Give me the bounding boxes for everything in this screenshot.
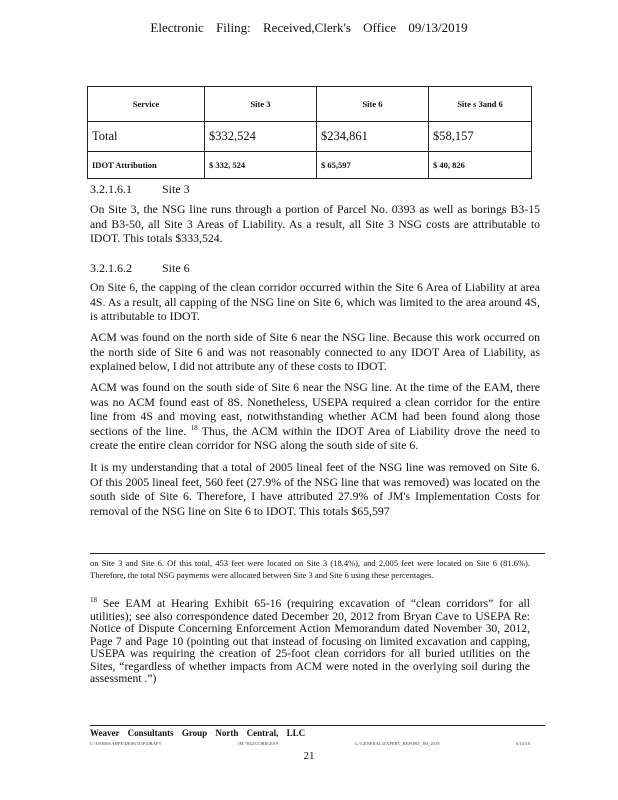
section-heading-site-6 bbox=[90, 261, 190, 276]
paragraph-text: ACM was found on the south side of Site 6 near the NSG line. At the time of the EAM, there was no ACM found east of 8S. Nonetheless, USEPA required a clean corridor for the entire line from 4S and moving east, notwithstanding whether ACM had been found along those sections of the line. bbox=[90, 380, 540, 438]
footer-mid-code: JM 7842\CORR\2019 bbox=[237, 741, 279, 746]
paragraph-site-6-capping: On Site 6, the capping of the clean corridor occurred within the Site 6 Area of Liability at area 4S. As a result, all capping of the NSG line on Site 6, which was limited to the area around 4S, is attributable to IDOT. bbox=[90, 280, 540, 323]
paragraph-lineal-feet: It is my understanding that a total of 2005 lineal feet of the NSG line was removed on Site 6. Of this 2005 lineal feet, 560 feet (27.9% of the NSG line that was removed) was located on the south side of Site 6. Therefore, I have attributed 27.9% of JM's Implementation Costs for removal of the NSG line on Site 6 to IDOT. This totals $65,597 bbox=[90, 460, 540, 518]
section-number: 3.2.1.6.1 bbox=[90, 182, 132, 196]
paragraph-text: Thus, the ACM within the IDOT Area of Liability drove the need to create the entire clean corridor for NSG along the south side of site 6. bbox=[90, 423, 540, 452]
table-cell: $ 332, 524 bbox=[205, 152, 317, 179]
footnote-reference: 18 bbox=[190, 423, 198, 432]
table-cell: $ 40, 826 bbox=[429, 152, 532, 179]
footer-right-code: G:\GENERAL\EXPERT_REPORT_JM_2019 bbox=[354, 741, 440, 746]
table-cell: Total bbox=[88, 122, 205, 152]
paragraph-south-side bbox=[90, 380, 540, 453]
cost-table bbox=[87, 86, 532, 179]
table-cell: $332,524 bbox=[205, 122, 317, 152]
footnote-text: See EAM at Hearing Exhibit 65-16 (requiring excavation of “clean corridors” for all utilities); see also correspondence dated December 20, 2012 from Bryan Cave to USEPA Re: Notice of Dispute Concerning Enforcement Action Memorandum dated November 30, 2012, Page 7 and Page 10 (pointing out that instead of focusing on limited excavation and capping, USEPA was requiring the creation of 25-foot clean corridors for all buried utilities on the Sites, “regardless of whether impacts from ACM were noted in the overlying soil during the assessment .”) bbox=[90, 597, 530, 685]
table-row bbox=[88, 152, 532, 179]
table-cell: IDOT Attribution bbox=[88, 152, 205, 179]
footnote-number: 18 bbox=[90, 596, 97, 605]
footer-date: 6/14/18 bbox=[515, 741, 530, 746]
table-header-cell: Site 6 bbox=[317, 87, 429, 122]
paragraph-site-3: On Site 3, the NSG line runs through a portion of Parcel No. 0393 as well as borings B3-15 and B3-50, all Site 3 Areas of Liability. As a result, all Site 3 NSG costs are attributable to IDOT. This totals $333,524. bbox=[90, 202, 540, 245]
footer-left-code: C:\USERS\AHPE\DESKTOP\DRAFT bbox=[90, 741, 162, 746]
section-title: Site 3 bbox=[162, 182, 190, 196]
page-number: 21 bbox=[303, 750, 315, 762]
footer-codes bbox=[90, 741, 530, 746]
table-cell: $ 65,597 bbox=[317, 152, 429, 179]
footnote-continued: on Site 3 and Site 6. Of this total, 453 feet were located on Site 3 (18.4%), and 2,005 feet were located on Site 6 (81.6%). Therefore, the total NSG payments were allocated between Site 3 and Site 6 using these percentages. bbox=[90, 558, 530, 580]
footnote-18 bbox=[90, 598, 530, 686]
table-cell: $234,861 bbox=[317, 122, 429, 152]
section-title: Site 6 bbox=[162, 261, 190, 275]
table-header-cell: Service bbox=[88, 87, 205, 122]
section-heading-site-3 bbox=[90, 182, 190, 197]
footer-firm: Weaver Consultants Group North Central, LLC bbox=[90, 728, 306, 738]
paragraph-north-side: ACM was found on the north side of Site 6 near the NSG line. Because this work occurred on the north side of Site 6 and was not reasonably connected to any IDOT Area of Liability, as explained below, I did not attribute any of these costs to IDOT. bbox=[90, 330, 540, 373]
table-cell: $58,157 bbox=[429, 122, 532, 152]
table-header-cell: Site s 3and 6 bbox=[429, 87, 532, 122]
section-number: 3.2.1.6.2 bbox=[90, 261, 132, 275]
footer-divider bbox=[90, 725, 545, 726]
filing-header: Electronic Filing: Received,Clerk's Office 09/13/2019 bbox=[150, 20, 468, 35]
footnote-divider bbox=[90, 553, 545, 554]
table-header-row bbox=[88, 87, 532, 122]
table-header-cell: Site 3 bbox=[205, 87, 317, 122]
table-row bbox=[88, 122, 532, 152]
